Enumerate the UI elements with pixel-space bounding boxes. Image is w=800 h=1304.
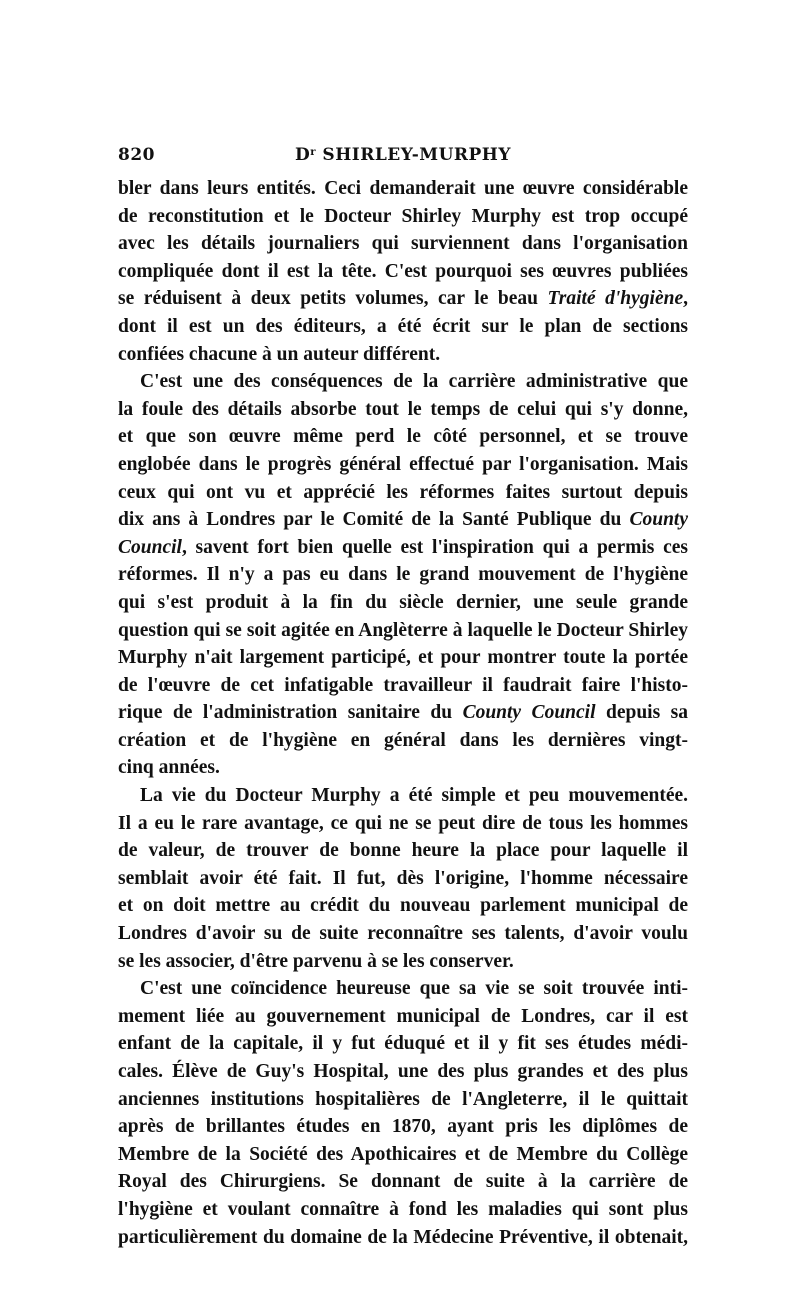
text-line xyxy=(118,727,688,755)
text-line xyxy=(118,561,688,589)
line-text-after: depuis sa xyxy=(595,702,688,724)
line-text: réformes. Il n'y a pas eu dans le grand mouvement de l'hygiène xyxy=(118,564,688,586)
line-text: la foule des détails absorbe tout le temps de celui qui s'y donne, xyxy=(118,398,688,420)
line-text: après de brillantes études en 1870, ayant pris les diplômes de xyxy=(118,1116,688,1138)
text-line xyxy=(118,810,688,838)
line-text: Murphy n'ait largement participé, et pour montrer toute la portée xyxy=(118,647,688,669)
author-name: SHIRLEY-MURPHY xyxy=(316,145,511,165)
text-line xyxy=(118,534,688,562)
line-text: enfant de la capitale, il y fut éduqué et il y fit ses études médi- xyxy=(118,1033,688,1055)
line-text: mement liée au gouvernement municipal de Londres, car il est xyxy=(118,1005,688,1027)
line-text: et on doit mettre au crédit du nouveau parlement municipal de xyxy=(118,895,688,917)
line-text: rique de l'administration sanitaire du xyxy=(118,702,463,724)
line-text: avec les détails journaliers qui surviennent dans l'organisation xyxy=(118,233,688,255)
text-line xyxy=(118,1003,688,1031)
text-line xyxy=(118,699,688,727)
line-text: Membre de la Société des Apothicaires et de Membre du Collège xyxy=(118,1143,688,1165)
page-number: 820 xyxy=(118,145,155,165)
line-text: bler dans leurs entités. Ceci demanderait une œuvre considérable xyxy=(118,178,688,199)
author-prefix: D xyxy=(294,145,311,165)
text-line xyxy=(118,617,688,645)
running-header xyxy=(118,145,688,175)
text-line xyxy=(118,1141,688,1169)
line-text-after: , xyxy=(683,288,688,310)
line-text: Royal des Chirurgiens. Se donnant de suite à la carrière de xyxy=(118,1171,688,1193)
text-line xyxy=(118,782,688,810)
text-line xyxy=(118,754,688,782)
text-line xyxy=(118,1224,688,1252)
text-line xyxy=(118,175,688,203)
text-line xyxy=(118,230,688,258)
text-line xyxy=(118,1086,688,1114)
line-text: semblait avoir été fait. Il fut, dès l'origine, l'homme nécessaire xyxy=(118,867,688,889)
italic-title: Traité d'hygiène xyxy=(547,288,684,310)
line-text: se réduisent à deux petits volumes, car le beau xyxy=(118,288,548,310)
text-line xyxy=(118,672,688,700)
text-line xyxy=(118,341,688,369)
line-text: Londres d'avoir su de suite reconnaître ses talents, d'avoir voulu xyxy=(118,923,688,945)
running-title xyxy=(118,145,688,165)
line-text: qui s'est produit à la fin du siècle dernier, une seule grande xyxy=(118,591,688,613)
text-line xyxy=(118,203,688,231)
line-text: création et de l'hygiène en général dans les dernières vingt- xyxy=(118,729,688,751)
line-text-after: , savent fort bien quelle est l'inspiration qui a permis ces xyxy=(181,536,688,558)
text-line xyxy=(118,506,688,534)
text-line xyxy=(118,892,688,920)
line-text: La vie du Docteur Murphy a été simple et peu mouvementée. xyxy=(140,785,688,807)
line-text: cales. Élève de Guy's Hospital, une des plus grandes et des plus xyxy=(118,1061,688,1082)
text-line xyxy=(118,396,688,424)
text-line xyxy=(118,368,688,396)
text-line xyxy=(118,1168,688,1196)
line-text: compliquée dont il est la tête. C'est pourquoi ses œuvres publiées xyxy=(118,260,688,282)
text-line xyxy=(118,1113,688,1141)
text-line xyxy=(118,975,688,1003)
author-prefix-superscript: r xyxy=(310,147,317,158)
line-text: englobée dans le progrès général effectué par l'organisation. Mais xyxy=(118,453,688,475)
text-line xyxy=(118,589,688,617)
text-line xyxy=(118,1196,688,1224)
line-text: de l'œuvre de cet infatigable travailleur il faudrait faire l'histo- xyxy=(118,674,688,696)
text-line xyxy=(118,644,688,672)
body-text xyxy=(118,175,688,1251)
line-text: question qui se soit agitée en Anglèterre à laquelle le Docteur Shirley xyxy=(118,619,688,641)
book-page xyxy=(118,145,688,1251)
text-line xyxy=(118,285,688,313)
text-line xyxy=(118,479,688,507)
line-text: C'est une des conséquences de la carrière administrative que xyxy=(140,371,688,393)
line-text: dix ans à Londres par le Comité de la Santé Publique du xyxy=(118,509,630,531)
line-text: dont il est un des éditeurs, a été écrit sur le plan de sections xyxy=(118,315,688,337)
line-text: de valeur, de trouver de bonne heure la place pour laquelle il xyxy=(118,840,688,862)
text-line xyxy=(118,948,688,976)
italic-title: County Council xyxy=(462,702,596,724)
text-line xyxy=(118,258,688,286)
text-line xyxy=(118,920,688,948)
line-text: particulièrement du domaine de la Médecine Préventive, il obtenait, xyxy=(118,1226,688,1248)
text-line xyxy=(118,451,688,479)
line-text: ceux qui ont vu et apprécié les réformes faites surtout depuis xyxy=(118,481,688,503)
italic-title: County xyxy=(629,509,688,531)
line-text: confiées chacune à un auteur différent. xyxy=(118,343,441,365)
line-text: et que son œuvre même perd le côté personnel, et se trouve xyxy=(118,426,688,448)
text-line xyxy=(118,1058,688,1086)
line-text: l'hygiène et voulant connaître à fond les maladies qui sont plus xyxy=(118,1198,688,1220)
text-line xyxy=(118,423,688,451)
line-text: cinq années. xyxy=(118,757,220,779)
italic-title: Council xyxy=(118,536,182,558)
text-line xyxy=(118,1030,688,1058)
line-text: Il a eu le rare avantage, ce qui ne se peut dire de tous les hommes xyxy=(118,812,688,834)
line-text: anciennes institutions hospitalières de l'Angleterre, il le quittait xyxy=(118,1088,688,1110)
line-text: de reconstitution et le Docteur Shirley Murphy est trop occupé xyxy=(118,205,688,227)
text-line xyxy=(118,313,688,341)
text-line xyxy=(118,865,688,893)
line-text: C'est une coïncidence heureuse que sa vie se soit trouvée inti- xyxy=(140,978,688,1000)
line-text: se les associer, d'être parvenu à se les conserver. xyxy=(118,950,514,972)
text-line xyxy=(118,837,688,865)
